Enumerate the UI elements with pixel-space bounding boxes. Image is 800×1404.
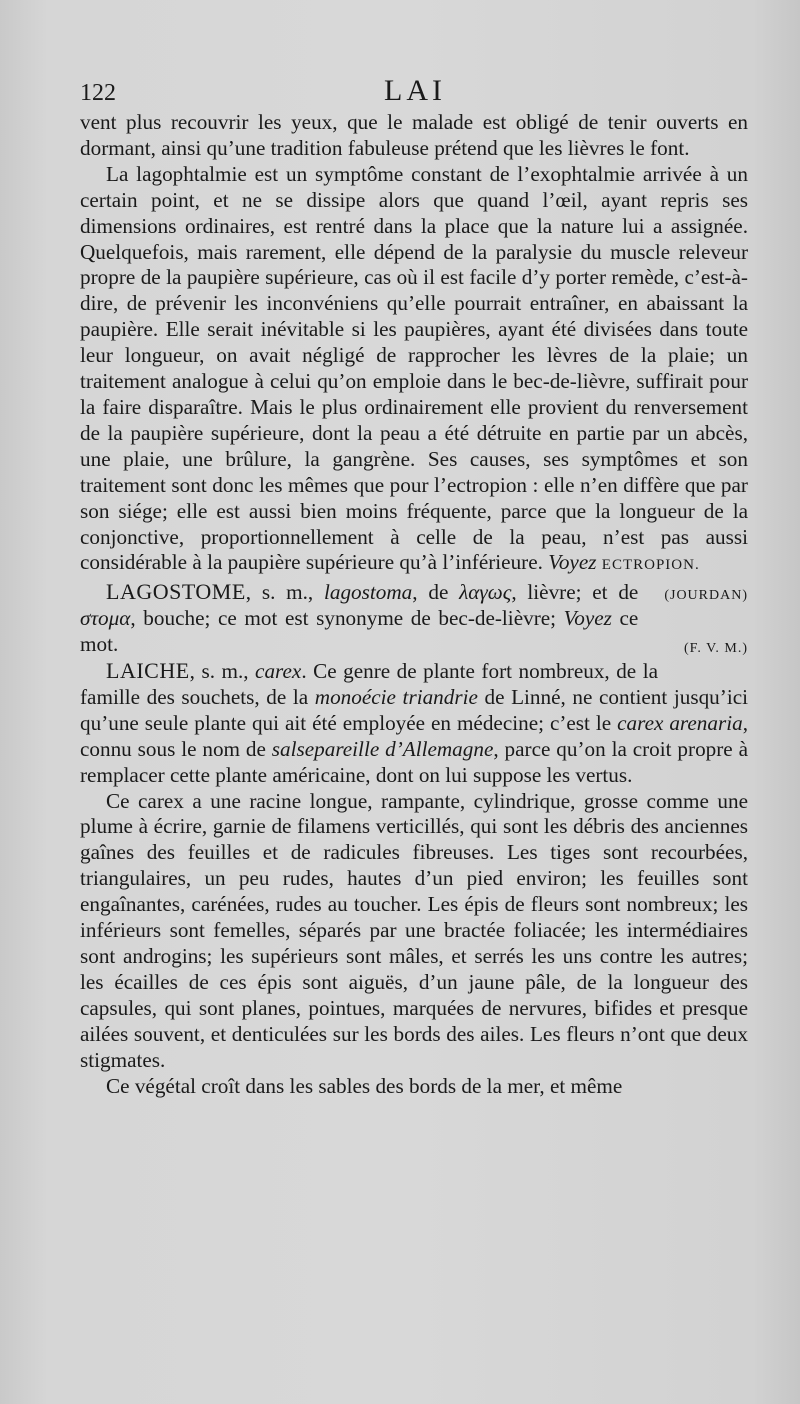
- text-run: Ce végétal croît dans les sables des bords de la mer, et même: [106, 1073, 623, 1098]
- italic-run: Voyez: [563, 606, 612, 631]
- text-run: , lièvre; et de: [511, 580, 639, 605]
- italic-run: Voyez: [548, 550, 597, 575]
- italic-run: στομα: [80, 606, 131, 631]
- body-text: [80, 110, 748, 1099]
- italic-run: lagostoma: [323, 580, 413, 605]
- author-signature: (JOURDAN): [664, 588, 748, 604]
- italic-run: carex: [255, 659, 302, 684]
- text-run: , de: [412, 580, 460, 605]
- paragraph: [80, 658, 748, 789]
- text-run: ce mot.: [80, 606, 639, 657]
- text-run: , bouche; ce mot est synonyme de bec-de-lièvre;: [130, 606, 564, 631]
- italic-run: carex arenaria: [617, 710, 743, 735]
- entry-headword: LAGOSTOME: [106, 579, 246, 605]
- author-signature: (F. V. M.): [684, 641, 748, 657]
- text-run: , s. m.,: [245, 580, 324, 605]
- page-header: [80, 74, 750, 108]
- paragraph: [80, 789, 748, 1074]
- text-run: Ce carex a une racine longue, rampante, cylindrique, grosse comme une plume à écrire, garnie de filamens verticillés, qui sont les débris des anciennes gaînes des feuilles et de radicules fibreuses. Les tiges sont recourbées, triangulaires, un peu rudes, hautes d’un pied environ; les feuilles sont engaînantes, carénées, rudes au toucher. Les épis de fleurs sont nombreux; les inférieurs sont femelles, séparés par une bractée foliacée; les intermédiaires sont androgins; les supérieurs sont mâles, et serrés les uns contre les autres; les écailles de ces épis sont aiguës, d’un jaune pâle, de la longueur des capsules, qui sont planes, pointues, marquées de nervures, bifides et presque ailées souvent, et denticulées sur les bords des ailes. Les fleurs n’ont que deux stigmates.: [80, 788, 748, 1072]
- text-run: , parce qu’on la croit propre à remplacer cette plante américaine, dont on lui suppose les vertus.: [80, 736, 748, 787]
- page-number: 122: [80, 80, 116, 106]
- italic-run: λαγως: [459, 580, 512, 605]
- text-run: vent plus recouvrir les yeux, que le malade est obligé de tenir ouverts en dormant, ainsi qu’une tradition fabuleuse prétend que les lièvres le font.: [80, 110, 748, 160]
- cross-reference: ECTROPION.: [601, 557, 700, 574]
- text-run: , s. m.,: [189, 659, 256, 684]
- italic-run: monoécie triandrie: [314, 684, 478, 709]
- entry-headword: LAICHE: [106, 658, 190, 684]
- italic-run: salsepareille d’Allemagne: [271, 736, 494, 761]
- text-run: La lagophtalmie est un symptôme constant de l’exophtalmie arrivée à un certain point, et ne se dissipe alors que quand l’œil, ayant repris ses dimensions ordinaires, est rentré dans la place que la nature lui a assignée. Quelquefois, mais rarement, elle dépend de la paralysie du muscle releveur propre de la paupière supérieure, cas où il est facile d’y porter remède, c’est-à-dire, de prévenir les inconvéniens qu’elle pourrait entraîner, en abaissant la paupière. Elle serait inévitable si les paupières, ayant été divisées dans toute leur longueur, on avait négligé de rapprocher les lèvres de la plaie; un traitement analogue à celui qu’on emploie dans le bec-de-lièvre, suffirait pour la faire disparaître. Mais le plus ordinairement elle provient du renversement de la paupière supérieure, dont la peau a été détruite en partie par un abcès, une plaie, une brûlure, la gangrène. Ses causes, ses symptômes et son traitement sont donc les mêmes que pour l’ectropion : elle n’en diffère que par son siége; elle est aussi bien moins fréquente, parce que la longueur de la conjonctive, proportionnellement à celle de la peau, n’est pas aussi considérable à la paupière supérieure qu’à l’inférieure.: [80, 161, 748, 575]
- paragraph: [80, 110, 748, 162]
- running-head: LAI: [384, 74, 446, 107]
- text-run: , connu sous le nom de: [80, 710, 748, 761]
- paragraph: [80, 1074, 748, 1100]
- text-run: de Linné, ne contient jusqu’ici qu’une seule plante qui ait été employée en médecine; c’est le: [80, 684, 748, 735]
- text-run: . Ce genre de plante fort nombreux, de la famille des souchets, de la: [80, 659, 658, 709]
